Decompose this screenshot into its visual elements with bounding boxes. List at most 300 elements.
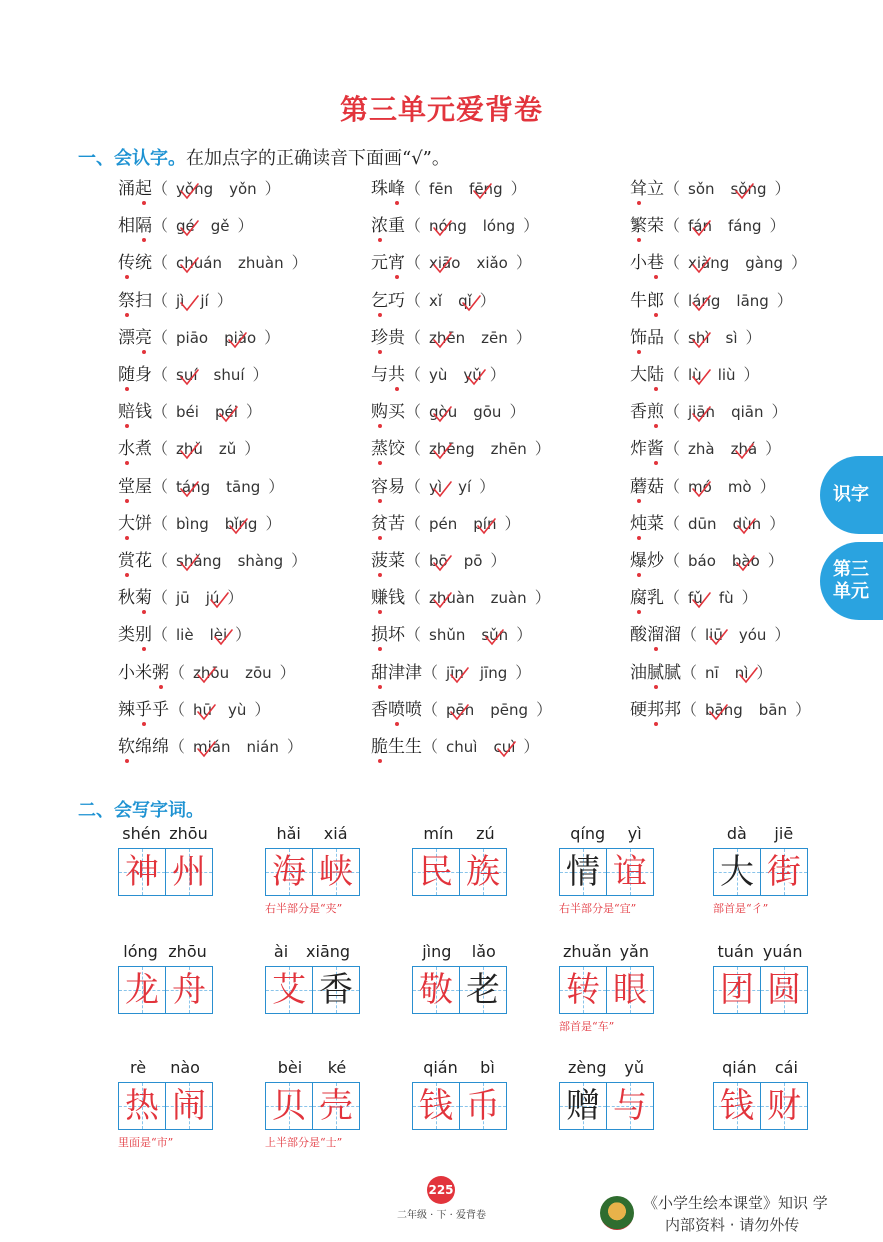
pinyin-syllable: dà bbox=[726, 824, 747, 843]
pinyin-option[interactable] bbox=[224, 329, 256, 347]
paren-open: （ bbox=[422, 699, 439, 719]
pinyin-syllable: yuán bbox=[762, 942, 803, 961]
tian-grid bbox=[713, 966, 808, 1014]
dotted-char: 炖 bbox=[630, 509, 647, 534]
paren-close: ） bbox=[216, 290, 233, 310]
pinyin-option[interactable] bbox=[735, 664, 749, 682]
pinyin-option[interactable] bbox=[728, 478, 752, 496]
dotted-char: 巷 bbox=[647, 248, 664, 273]
pinyin-option[interactable] bbox=[759, 701, 787, 719]
pinyin-label bbox=[713, 942, 807, 961]
dotted-char: 堂 bbox=[118, 472, 135, 497]
paren-open: （ bbox=[664, 439, 681, 459]
word-item bbox=[118, 248, 308, 273]
paren-close: ） bbox=[769, 216, 786, 236]
pinyin-label bbox=[412, 1058, 506, 1077]
tian-box[interactable] bbox=[119, 967, 166, 1013]
pinyin-option[interactable] bbox=[176, 478, 210, 496]
dotted-char: 溜 bbox=[647, 620, 664, 645]
pinyin-option-text: zhuàn bbox=[429, 589, 475, 608]
pinyin-option-text: fēn bbox=[429, 180, 454, 198]
word-writing-cell bbox=[713, 824, 807, 920]
word-item bbox=[630, 509, 785, 534]
pinyin-option[interactable] bbox=[429, 515, 457, 533]
dotted-char: 随 bbox=[118, 360, 135, 385]
paren-open: （ bbox=[422, 737, 439, 756]
tian-box[interactable] bbox=[607, 1083, 653, 1129]
pinyin-option-text: zhá bbox=[730, 440, 758, 459]
word-text: 菜 bbox=[647, 513, 664, 534]
paren-open: （ bbox=[405, 476, 422, 496]
word bbox=[371, 477, 405, 497]
tian-box[interactable] bbox=[714, 1083, 761, 1129]
word-text: 珠 bbox=[371, 179, 388, 199]
pinyin-option[interactable] bbox=[245, 664, 272, 682]
pinyin-option[interactable] bbox=[176, 180, 213, 198]
pinyin-option[interactable] bbox=[688, 292, 720, 310]
word bbox=[630, 365, 664, 385]
tian-box[interactable] bbox=[266, 849, 313, 895]
pinyin-option[interactable] bbox=[211, 217, 230, 235]
pinyin-option[interactable] bbox=[429, 552, 448, 570]
paren-close: ） bbox=[767, 551, 784, 570]
pinyin-option[interactable] bbox=[480, 664, 507, 682]
word-writing-cell bbox=[713, 1058, 807, 1154]
word-text: 饺 bbox=[388, 439, 405, 460]
tian-box[interactable] bbox=[607, 849, 653, 895]
word bbox=[118, 514, 152, 534]
word bbox=[371, 700, 422, 720]
pinyin-option[interactable] bbox=[739, 626, 767, 644]
pinyin-option-text: pén bbox=[429, 514, 458, 533]
pinyin-option[interactable] bbox=[463, 366, 481, 384]
word-item bbox=[371, 732, 539, 757]
hanzi-character: 香 bbox=[319, 970, 353, 1010]
paren-open: （ bbox=[681, 662, 698, 682]
tian-box[interactable] bbox=[313, 967, 359, 1013]
pinyin-option[interactable] bbox=[429, 366, 447, 384]
hanzi-character: 情 bbox=[566, 852, 600, 892]
word bbox=[371, 514, 405, 534]
dotted-char: 传 bbox=[118, 248, 135, 273]
pinyin-option[interactable] bbox=[688, 329, 710, 347]
hanzi-character: 与 bbox=[613, 1086, 647, 1126]
tian-box[interactable] bbox=[413, 1083, 460, 1129]
pinyin-option-text: gòu bbox=[429, 403, 458, 422]
pinyin-option[interactable] bbox=[464, 552, 483, 570]
pinyin-option-text: bō bbox=[429, 552, 448, 570]
pinyin-option-text: nián bbox=[246, 738, 279, 756]
pinyin-option[interactable] bbox=[247, 738, 279, 756]
pinyin-option[interactable] bbox=[429, 589, 475, 607]
tian-grid bbox=[412, 848, 507, 896]
pinyin-option[interactable] bbox=[215, 403, 238, 421]
pinyin-option-text: fù bbox=[718, 589, 734, 608]
pinyin-option[interactable] bbox=[176, 552, 222, 570]
tian-box[interactable] bbox=[119, 849, 166, 895]
pinyin-option[interactable] bbox=[688, 217, 712, 235]
pinyin-option[interactable] bbox=[446, 701, 474, 719]
pinyin-option-text: jīng bbox=[479, 663, 508, 682]
tian-box[interactable] bbox=[714, 967, 761, 1013]
pinyin-option[interactable] bbox=[473, 403, 501, 421]
paren-close: ） bbox=[515, 327, 532, 347]
writing-hint: 部首是“车” bbox=[559, 1020, 615, 1033]
pinyin-option-text: suí bbox=[176, 366, 198, 384]
pinyin-option[interactable] bbox=[469, 180, 503, 198]
pinyin-option[interactable] bbox=[731, 180, 767, 198]
word-item bbox=[118, 397, 262, 422]
pinyin-option[interactable] bbox=[732, 552, 760, 570]
pinyin-option[interactable] bbox=[229, 180, 257, 198]
pinyin-option[interactable] bbox=[429, 478, 442, 496]
dotted-char: 腻 bbox=[647, 658, 664, 683]
pinyin-option-text: táng bbox=[176, 477, 211, 496]
tian-box[interactable] bbox=[607, 967, 653, 1013]
pinyin-option[interactable] bbox=[176, 366, 198, 384]
pinyin-option-text: jú bbox=[205, 589, 220, 608]
pinyin-option[interactable] bbox=[193, 664, 229, 682]
word-text: 大 bbox=[630, 365, 647, 385]
pinyin-option[interactable] bbox=[228, 701, 246, 719]
word-text: 坏 bbox=[388, 625, 405, 646]
tian-grid bbox=[559, 966, 654, 1014]
tian-box[interactable] bbox=[166, 1083, 212, 1129]
pinyin-option[interactable] bbox=[176, 403, 199, 421]
pinyin-option[interactable] bbox=[226, 478, 260, 496]
dotted-char: 赔 bbox=[118, 397, 135, 422]
pinyin-option[interactable] bbox=[688, 515, 717, 533]
word-text: 涌 bbox=[118, 179, 135, 199]
pinyin-option[interactable] bbox=[745, 254, 783, 272]
pinyin-option[interactable] bbox=[446, 664, 464, 682]
pinyin-option-text: zǔ bbox=[218, 440, 237, 459]
pinyin-option[interactable] bbox=[176, 329, 208, 347]
tian-box[interactable] bbox=[460, 967, 506, 1013]
word-item bbox=[371, 583, 551, 608]
word-text: 油 bbox=[630, 662, 647, 683]
pinyin-option[interactable] bbox=[176, 589, 190, 607]
pinyin-option[interactable] bbox=[688, 440, 715, 458]
pinyin-option[interactable] bbox=[429, 626, 465, 644]
dotted-char: 菠 bbox=[371, 546, 388, 571]
pinyin-option[interactable] bbox=[733, 515, 762, 533]
paren-open: （ bbox=[405, 327, 422, 347]
word-text: 苦 bbox=[388, 513, 405, 534]
word bbox=[630, 588, 664, 608]
word-item bbox=[630, 620, 790, 645]
word-item bbox=[630, 695, 811, 720]
word bbox=[371, 402, 405, 422]
tian-box[interactable] bbox=[560, 967, 607, 1013]
writing-hint: 右半部分是“宜” bbox=[559, 902, 637, 915]
dotted-char: 耸 bbox=[630, 174, 647, 199]
tian-box[interactable] bbox=[560, 1083, 607, 1129]
pinyin-option[interactable] bbox=[238, 552, 284, 570]
pinyin-option[interactable] bbox=[214, 366, 245, 384]
pinyin-label bbox=[559, 824, 653, 843]
pinyin-option[interactable] bbox=[210, 626, 228, 644]
pinyin-label bbox=[412, 824, 506, 843]
tian-box[interactable] bbox=[166, 849, 212, 895]
writing-hint: 部首是“彳” bbox=[713, 902, 769, 915]
word bbox=[118, 328, 152, 348]
word-item bbox=[630, 323, 762, 348]
tian-grid bbox=[559, 1082, 654, 1130]
word-text: 腻 bbox=[664, 662, 681, 683]
pinyin-option[interactable] bbox=[491, 440, 527, 458]
pinyin-option[interactable] bbox=[429, 440, 475, 458]
paren-open: （ bbox=[405, 588, 422, 608]
pinyin-option[interactable] bbox=[705, 626, 723, 644]
word bbox=[118, 663, 169, 683]
hanzi-character: 峡 bbox=[319, 852, 353, 892]
tian-box[interactable] bbox=[460, 849, 506, 895]
dotted-char: 共 bbox=[388, 360, 405, 385]
dotted-char: 起 bbox=[135, 174, 152, 199]
word-text: 辣 bbox=[118, 699, 135, 720]
pinyin-option[interactable] bbox=[476, 254, 507, 272]
paren-close: ） bbox=[237, 216, 254, 236]
side-tab-unit3[interactable] bbox=[820, 542, 883, 620]
dotted-char: 赏 bbox=[118, 546, 135, 571]
paren-open: （ bbox=[664, 513, 681, 533]
pinyin-option[interactable] bbox=[481, 626, 508, 644]
word-item bbox=[118, 360, 269, 385]
tian-box[interactable] bbox=[761, 967, 807, 1013]
dotted-char: 蒸 bbox=[371, 434, 388, 459]
pinyin-option[interactable] bbox=[219, 440, 236, 458]
pinyin-option[interactable] bbox=[429, 180, 453, 198]
pinyin-option[interactable] bbox=[429, 329, 465, 347]
paren-close: ） bbox=[254, 699, 271, 719]
paren-open: （ bbox=[152, 402, 169, 422]
paren-close: ） bbox=[504, 513, 521, 533]
hanzi-character: 眼 bbox=[613, 970, 647, 1010]
paren-close: ） bbox=[791, 253, 808, 273]
pinyin-option[interactable] bbox=[490, 701, 528, 719]
paren-close: ） bbox=[291, 551, 308, 570]
word-text: 乳 bbox=[647, 588, 664, 609]
pinyin-option[interactable] bbox=[200, 292, 208, 310]
pinyin-option[interactable] bbox=[176, 515, 209, 533]
pinyin-option-text: gé bbox=[176, 217, 195, 236]
pinyin-option[interactable] bbox=[688, 180, 715, 198]
pinyin-option-text: sì bbox=[725, 328, 738, 347]
word-text: 秋 bbox=[118, 588, 135, 609]
tian-box[interactable] bbox=[714, 849, 761, 895]
paren-close: ） bbox=[776, 290, 793, 310]
tian-grid bbox=[559, 848, 654, 896]
pinyin-option-text: sǔn bbox=[481, 626, 509, 645]
tian-box[interactable] bbox=[119, 1083, 166, 1129]
pinyin-option[interactable] bbox=[718, 366, 736, 384]
pinyin-option-text: péi bbox=[214, 403, 238, 422]
pinyin-option[interactable] bbox=[238, 254, 284, 272]
hanzi-character: 转 bbox=[566, 970, 600, 1010]
pinyin-syllable: yǔ bbox=[624, 1058, 645, 1077]
pinyin-option[interactable] bbox=[736, 292, 768, 310]
pinyin-option[interactable] bbox=[429, 254, 460, 272]
word-text: 贵 bbox=[388, 327, 405, 348]
pinyin-option[interactable] bbox=[483, 217, 515, 235]
side-tab-shizi-label: 识字 bbox=[833, 484, 869, 505]
word bbox=[118, 291, 152, 311]
pinyin-option[interactable] bbox=[719, 589, 734, 607]
pinyin-option[interactable] bbox=[726, 329, 738, 347]
hanzi-character: 族 bbox=[466, 852, 500, 892]
pinyin-option-text: shàng bbox=[237, 552, 284, 570]
word-text: 身 bbox=[135, 365, 152, 385]
pinyin-option[interactable] bbox=[688, 403, 715, 421]
pinyin-option[interactable] bbox=[688, 552, 716, 570]
pinyin-option[interactable] bbox=[429, 292, 442, 310]
pinyin-option-text: zuàn bbox=[490, 589, 527, 608]
section1-instruction: 在加点字的正确读音下面画“√”。 bbox=[186, 148, 450, 169]
paren-open: （ bbox=[405, 513, 422, 533]
pinyin-option[interactable] bbox=[206, 589, 220, 607]
hanzi-character: 州 bbox=[172, 852, 206, 892]
word-text: 小米 bbox=[118, 662, 152, 683]
pinyin-option[interactable] bbox=[705, 664, 719, 682]
hanzi-character: 老 bbox=[466, 970, 500, 1010]
pinyin-syllable: qíng bbox=[570, 824, 606, 843]
tian-box[interactable] bbox=[460, 1083, 506, 1129]
pinyin-option[interactable] bbox=[493, 738, 515, 756]
pinyin-option-text: dūn bbox=[688, 514, 717, 533]
word bbox=[630, 514, 664, 534]
word bbox=[630, 179, 664, 199]
paren-close: ） bbox=[245, 402, 262, 422]
pinyin-option-text: shì bbox=[688, 328, 710, 347]
pinyin-option[interactable] bbox=[176, 217, 195, 235]
pinyin-option[interactable] bbox=[176, 626, 194, 644]
tian-box[interactable] bbox=[313, 849, 359, 895]
word bbox=[630, 291, 664, 311]
pinyin-option[interactable] bbox=[473, 515, 496, 533]
word bbox=[118, 402, 152, 422]
hanzi-character: 贝 bbox=[272, 1086, 306, 1126]
pinyin-option-text: qiān bbox=[731, 403, 764, 422]
paren-close: ） bbox=[534, 439, 551, 459]
pinyin-option-text: yǒng bbox=[176, 180, 214, 198]
word-writing-cell bbox=[265, 942, 359, 1038]
pinyin-option[interactable] bbox=[481, 329, 508, 347]
tian-box[interactable] bbox=[413, 849, 460, 895]
pinyin-option[interactable] bbox=[446, 738, 477, 756]
tian-grid bbox=[265, 848, 360, 896]
word-text: 买 bbox=[388, 402, 405, 423]
dotted-char: 爆 bbox=[630, 546, 647, 571]
pinyin-option[interactable] bbox=[429, 217, 467, 235]
dotted-char: 腐 bbox=[630, 583, 647, 608]
paren-open: （ bbox=[664, 402, 681, 422]
word bbox=[371, 253, 405, 273]
word-writing-cell bbox=[118, 942, 212, 1038]
pinyin-option[interactable] bbox=[688, 366, 702, 384]
word-text: 相 bbox=[118, 216, 135, 237]
pinyin-label bbox=[412, 942, 506, 961]
tian-box[interactable] bbox=[266, 967, 313, 1013]
tian-box[interactable] bbox=[166, 967, 212, 1013]
pinyin-option-text: tāng bbox=[226, 477, 261, 496]
dotted-char: 亮 bbox=[135, 323, 152, 348]
word-text: 饼 bbox=[135, 513, 152, 534]
paren-open: （ bbox=[664, 290, 681, 310]
paren-open: （ bbox=[664, 365, 681, 384]
pinyin-label bbox=[265, 942, 359, 961]
paren-close: ） bbox=[509, 402, 526, 422]
paren-close: ） bbox=[227, 588, 244, 608]
pinyin-option[interactable] bbox=[225, 515, 258, 533]
paren-close: ） bbox=[743, 365, 760, 384]
paren-close: ） bbox=[490, 551, 507, 570]
word-item bbox=[371, 211, 539, 236]
pinyin-option[interactable] bbox=[705, 701, 743, 719]
pinyin-option[interactable] bbox=[728, 217, 762, 235]
pinyin-option[interactable] bbox=[688, 254, 729, 272]
pinyin-option-text: piào bbox=[224, 328, 257, 347]
side-tab-shizi[interactable] bbox=[820, 456, 883, 534]
pinyin-syllable: ài bbox=[273, 942, 289, 961]
tian-box[interactable] bbox=[313, 1083, 359, 1129]
tian-box[interactable] bbox=[266, 1083, 313, 1129]
word-text: 乎 bbox=[152, 699, 169, 720]
section1-heading-label: 一、会认字。 bbox=[78, 148, 186, 169]
word-item bbox=[371, 546, 506, 571]
dotted-char: 容 bbox=[371, 472, 388, 497]
dotted-char: 蘑 bbox=[630, 472, 647, 497]
pinyin-option-text: lāng bbox=[736, 291, 769, 310]
pinyin-option[interactable] bbox=[429, 403, 457, 421]
tian-box[interactable] bbox=[761, 849, 807, 895]
pinyin-option[interactable] bbox=[688, 478, 712, 496]
tian-box[interactable] bbox=[761, 1083, 807, 1129]
pinyin-syllable: rè bbox=[130, 1058, 147, 1077]
word-item bbox=[118, 286, 233, 311]
pinyin-option[interactable] bbox=[193, 738, 230, 756]
paren-open: （ bbox=[422, 662, 439, 682]
word-text: 类 bbox=[118, 625, 135, 646]
word-item bbox=[371, 286, 496, 311]
hanzi-character: 圆 bbox=[767, 970, 801, 1010]
word-item bbox=[118, 472, 284, 497]
pinyin-option[interactable] bbox=[491, 589, 527, 607]
word-writing-cell bbox=[118, 1058, 212, 1154]
pinyin-option[interactable] bbox=[176, 292, 184, 310]
tian-box[interactable] bbox=[560, 849, 607, 895]
word-text: 统 bbox=[135, 253, 152, 274]
word-item bbox=[118, 434, 260, 459]
pinyin-option[interactable] bbox=[458, 292, 472, 310]
pinyin-option[interactable] bbox=[193, 701, 212, 719]
pinyin-option[interactable] bbox=[688, 589, 703, 607]
pinyin-option-text: láng bbox=[688, 291, 721, 310]
pinyin-option-text: pēng bbox=[490, 700, 529, 719]
tian-box[interactable] bbox=[413, 967, 460, 1013]
hanzi-character: 赠 bbox=[566, 1086, 600, 1126]
word-item bbox=[118, 174, 281, 199]
paren-open: （ bbox=[405, 551, 422, 570]
pinyin-option[interactable] bbox=[731, 440, 758, 458]
pinyin-option-text: zhēn bbox=[429, 328, 466, 347]
pinyin-option[interactable] bbox=[458, 478, 471, 496]
pinyin-option[interactable] bbox=[176, 440, 203, 458]
paren-close: ） bbox=[516, 625, 533, 645]
pinyin-option[interactable] bbox=[176, 254, 222, 272]
pinyin-option[interactable] bbox=[731, 403, 763, 421]
dotted-char: 甜 bbox=[371, 658, 388, 683]
